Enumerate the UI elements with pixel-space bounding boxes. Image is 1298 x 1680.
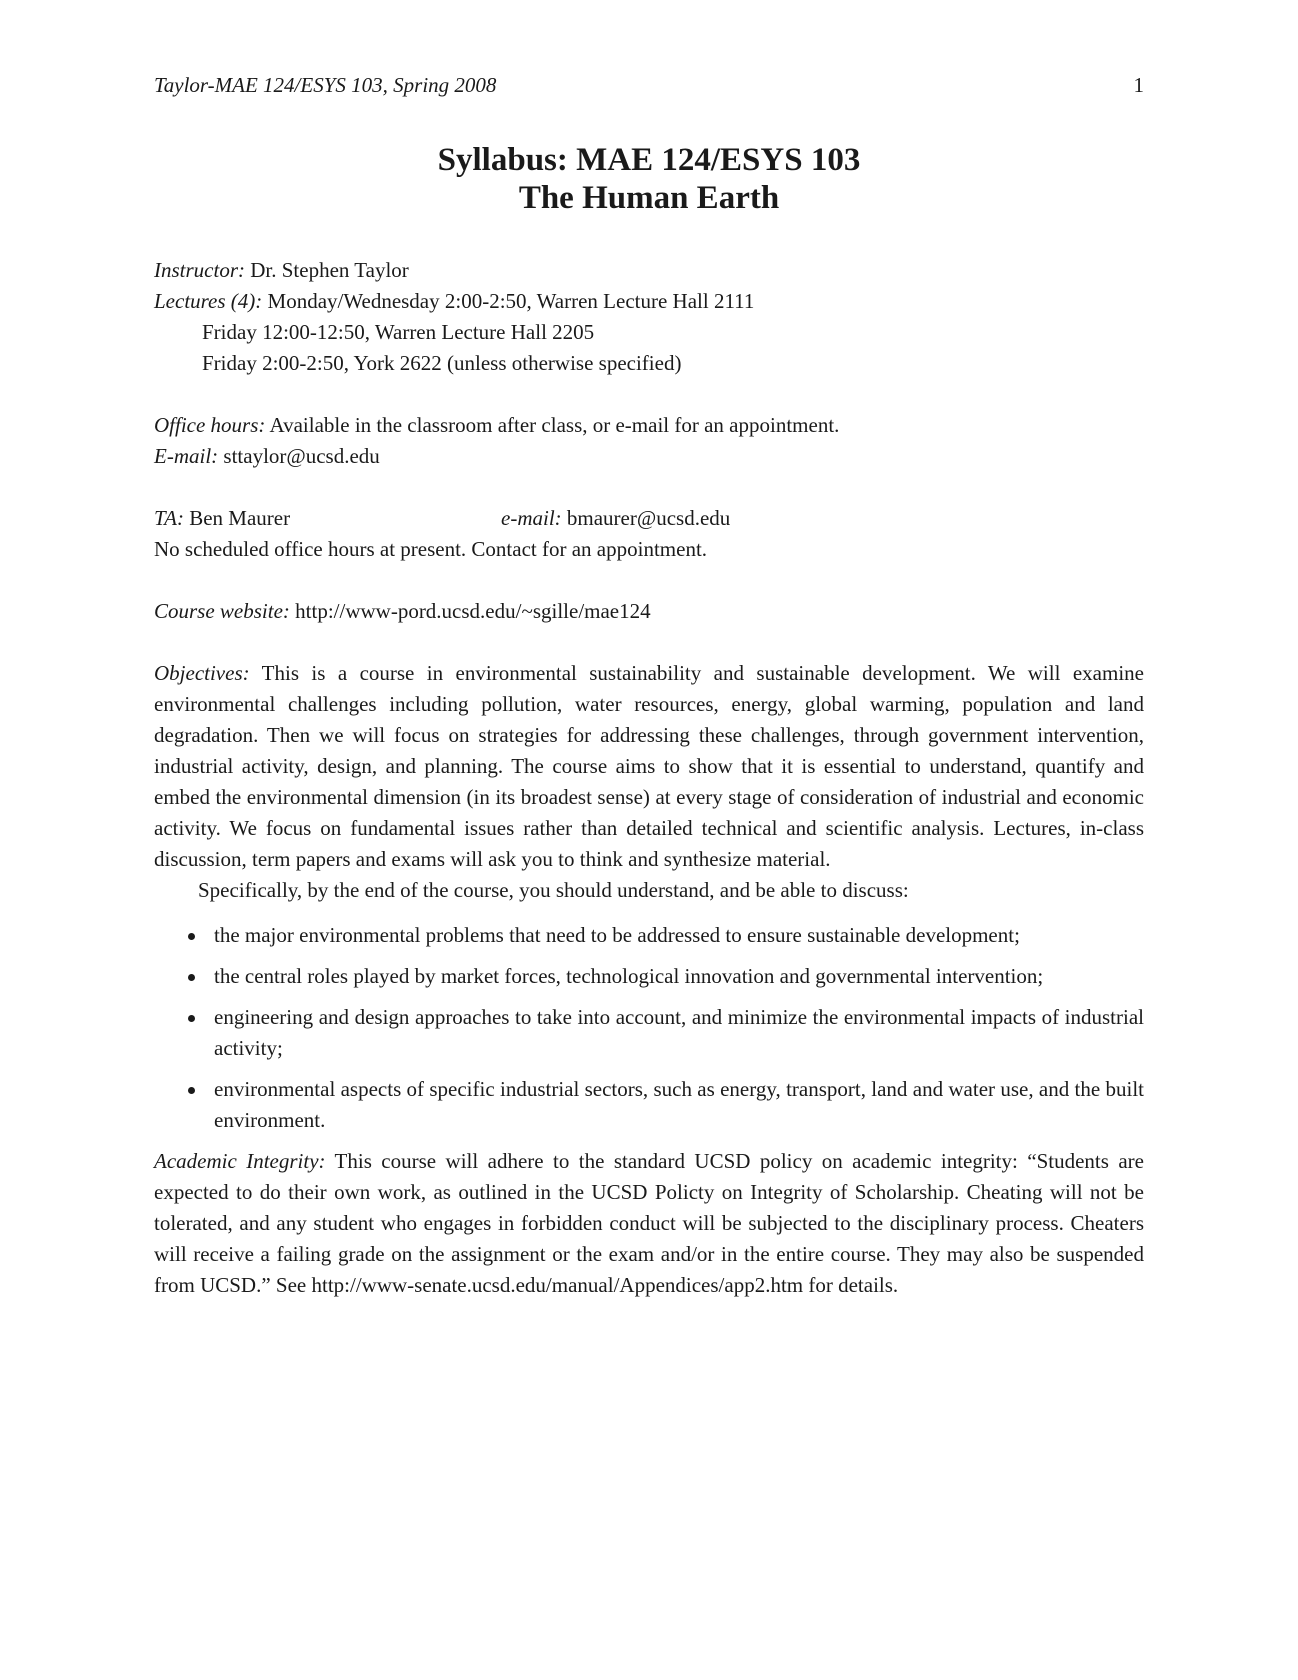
list-item-text: environmental aspects of specific industrial sectors, such as energy, transport, land and water use, and the built environment. [214, 1077, 1144, 1132]
ta-email-value: bmaurer@ucsd.edu [561, 506, 731, 530]
title-line-1: Syllabus: MAE 124/ESYS 103 [437, 142, 861, 178]
academic-integrity-paragraph [154, 1146, 1144, 1301]
office-hours-label: Office hours: [154, 413, 266, 437]
ta-name: Ben Maurer [183, 506, 291, 530]
list-item [154, 920, 1144, 951]
objectives-label: Objectives: [154, 661, 250, 685]
office-hours-value: Available in the classroom after class, or e-mail for an appointment. [265, 413, 840, 437]
list-item-text: engineering and design approaches to take into account, and minimize the environmental impacts of industrial activity; [214, 1005, 1144, 1060]
objectives-text: This is a course in environmental sustainability and sustainable development. We will examine environmental challenges including pollution, water resources, energy, global warming, population and land degradation. Then we will focus on strategies for addressing these challenges, through government intervention, industrial activity, design, and planning. The course aims to show that it is essential to understand, quantify and embed the environmental dimension (in its broadest sense) at every stage of consideration of industrial and economic activity. We focus on fundamental issues rather than detailed technical and scientific analysis. Lectures, in-class discussion, term papers and exams will ask you to think and synthesize material. [154, 661, 1144, 871]
title-line-2: The Human Earth [518, 180, 780, 216]
email-label: E-mail: [154, 444, 219, 468]
instructor-label: Instructor: [154, 258, 245, 282]
list-item [154, 1074, 1144, 1136]
website-label: Course website: [154, 599, 290, 623]
running-title: Taylor-MAE 124/ESYS 103, Spring 2008 [154, 73, 497, 97]
lectures-value-1: Monday/Wednesday 2:00-2:50, Warren Lecture Hall 2111 [262, 289, 755, 313]
list-item-text: the major environmental problems that need to be addressed to ensure sustainable development; [214, 923, 1020, 947]
instructor-value: Dr. Stephen Taylor [245, 258, 409, 282]
lectures-line-3: Friday 2:00-2:50, York 2622 (unless otherwise specified) [202, 351, 682, 375]
email-line [154, 441, 1144, 472]
page-number: 1 [1133, 73, 1144, 97]
document-page [154, 70, 1144, 1301]
website-line [154, 596, 1144, 627]
bullet-icon [188, 1087, 195, 1094]
academic-integrity-label: Academic Integrity: [154, 1149, 326, 1173]
list-item [154, 961, 1144, 992]
course-info [154, 255, 1144, 1301]
bullet-icon [188, 933, 195, 940]
ta-name-group [154, 503, 501, 534]
running-header [154, 70, 1144, 101]
academic-integrity-text: This course will adhere to the standard UCSD policy on academic integrity: “Students are expected to do their own work, as outlined in the UCSD Policty on Integrity of Scholarship. Cheating will not be tolerated, and any student who engages in forbidden conduct will be subjected to the disciplinary process. Cheaters will receive a failing grade on the assignment or the exam and/or in the entire course. They may also be suspended from UCSD.” See http://www-senate.ucsd.edu/manual/Appendices/app2.htm for details. [154, 1149, 1144, 1297]
ta-label: TA: [154, 506, 184, 530]
objectives-paragraph [154, 658, 1144, 875]
ta-email-label: e-mail: [501, 506, 562, 530]
document-title [154, 141, 1144, 217]
email-value: sttaylor@ucsd.edu [218, 444, 380, 468]
objectives-specifically: Specifically, by the end of the course, you should understand, and be able to discuss: [198, 878, 909, 902]
lectures-line-2: Friday 12:00-12:50, Warren Lecture Hall 2205 [202, 320, 595, 344]
bullet-icon [188, 974, 195, 981]
instructor-line [154, 255, 1144, 286]
list-item [154, 1002, 1144, 1064]
ta-note: No scheduled office hours at present. Contact for an appointment. [154, 537, 708, 561]
objectives-list [154, 920, 1144, 1136]
website-url: http://www-pord.ucsd.edu/~sgille/mae124 [289, 599, 651, 623]
lectures-label: Lectures (4): [154, 289, 263, 313]
ta-line [154, 503, 1144, 534]
bullet-icon [188, 1015, 195, 1022]
lectures-line-1 [154, 286, 1144, 317]
list-item-text: the central roles played by market forces, technological innovation and governmental intervention; [214, 964, 1044, 988]
ta-email-group [501, 503, 730, 534]
office-hours-line [154, 410, 1144, 441]
